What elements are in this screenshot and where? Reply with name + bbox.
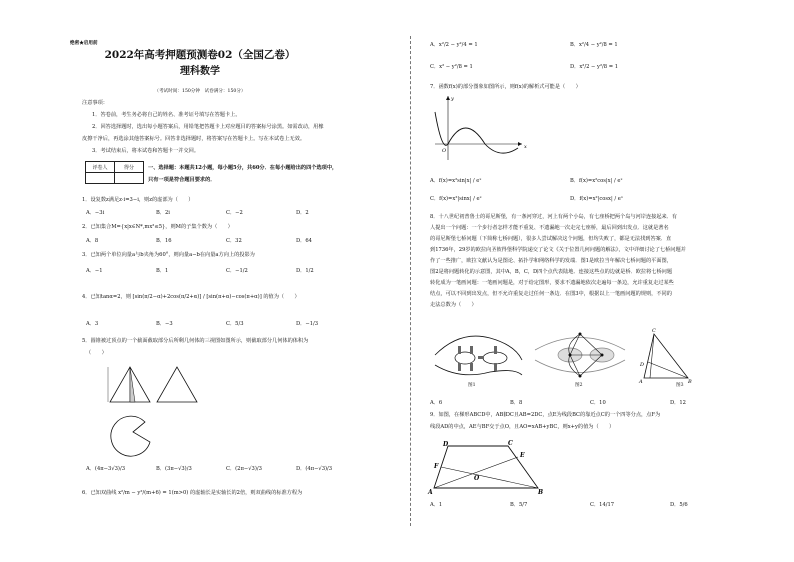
option: D．−1/3 (296, 321, 319, 327)
score-cell (86, 173, 115, 184)
option: A．x²/2 − y²/4 = 1 (430, 42, 478, 48)
question-8-line: 的哥尼斯堡七桥问题（下简称七桥问题），很多人尝试解决这个问题，但均失败了，都是无法找到答案．直 (430, 236, 672, 242)
figure-label: 图2 (575, 383, 583, 388)
trapezoid-figure (428, 440, 548, 495)
question-2: 2．已知集合M={x|x∈N*,mx²≤5}，则M的子集个数为（ ） (82, 224, 233, 230)
subject-title: 理科数学 (180, 66, 220, 77)
confidential-mark: 绝密★启用前 (70, 41, 98, 46)
question-8-line: 人提出一个问题：一个步行者怎样才能不重复、不遗漏地一次走完七座桥，最后回到出发点．这就是著名 (430, 225, 669, 231)
option: A．8 (86, 238, 99, 244)
option: A．3 (86, 321, 99, 327)
section-heading: 一、选择题：本题共12小题，每小题5分，共60分．在每小题给出的四个选项中， (148, 165, 338, 171)
option: D．64 (296, 238, 312, 244)
figure-label: 图3 (676, 383, 684, 388)
option: D．1/2 (296, 268, 314, 274)
note-item: 2．回答选择题时，选出每小题答案后，用铅笔把答题卡上对应题目的答案标号涂黑。如需改动，用橡 (92, 124, 324, 130)
note-item: 3．考试结束后，将本试卷和答题卡一并交回。 (92, 148, 200, 154)
option: D．x²/2 − y²/8 = 1 (570, 64, 619, 70)
question-8-line: 作了一些推广，欧拉文献认为是图论、拓扑学和网络科学的发端．图1是欧拉当年解决七桥问题的平面图， (430, 258, 672, 264)
column-divider (410, 36, 411, 526)
score-table-header: 评卷人 (86, 162, 115, 173)
svg-text:B: B (538, 489, 544, 496)
svg-text:C: C (652, 328, 656, 334)
option: D．f(x)=x²|cosx| / eˣ (570, 196, 624, 202)
figure-label: 图1 (468, 383, 476, 388)
option: C．5/3 (226, 321, 244, 327)
bridge-graph-figure-2 (530, 320, 630, 388)
svg-text:x: x (524, 144, 527, 150)
question-1: 1．设复数z满足z·i=3−i，则z的虚部为（ ） (82, 197, 194, 203)
note-item: 1．答卷前，考生务必将自己的姓名、准考证号填写在答题卡上。 (92, 112, 241, 118)
option: B．16 (156, 238, 172, 244)
svg-text:E: E (520, 452, 525, 459)
option: A．6 (430, 400, 443, 406)
question-8-line: 到1736年，29岁的欧拉向圣彼得堡科学院递交了论文《关于位置几何问题的解法》，文中详细讨论了七桥问题并 (430, 247, 686, 253)
option: B．5/7 (510, 502, 528, 508)
option: C．x² − y²/8 = 1 (430, 64, 473, 70)
option: D．2 (296, 210, 309, 216)
option: B．(3π−√3)/3 (156, 466, 192, 472)
option: C．(2π−√3)/3 (226, 466, 262, 472)
svg-text:F: F (434, 463, 439, 470)
option: A．−1 (86, 268, 103, 274)
option: B．1 (156, 268, 169, 274)
question-5-bracket: （ ） (86, 350, 107, 356)
function-graph (430, 92, 530, 164)
svg-text:y: y (451, 96, 454, 102)
side-view (157, 367, 197, 402)
option: D．5/6 (670, 502, 688, 508)
svg-text:A: A (428, 489, 433, 496)
svg-text:O: O (442, 148, 447, 154)
option: A．1 (430, 502, 443, 508)
function-curve (435, 112, 518, 153)
question-9-line: 线段AD的中点，AE与BF交于点O，且AO=xAB+yBC，则x+y的值为（ ） (430, 424, 615, 430)
svg-text:C: C (508, 440, 513, 447)
notes-heading: 注意事项： (82, 100, 108, 106)
option: C．32 (226, 238, 242, 244)
question-7: 7．函数f(x)的部分图象如图所示，则f(x)的解析式可能是（ ） (430, 84, 581, 90)
option: C．−2 (226, 210, 243, 216)
score-table-header: 得分 (115, 162, 144, 173)
score-table (85, 161, 144, 184)
top-view (111, 416, 150, 456)
option: B．f(x)=x²cos|x| / eˣ (570, 178, 623, 184)
section-heading: 只有一项是符合题目要求的． (148, 177, 216, 183)
question-9-line: 9．如图，在梯形ABCD中，AB∥DC且AB=2DC，点E为线段BC的靠近点C的一个四等分点，点F为 (430, 412, 661, 418)
option: C．10 (590, 400, 606, 406)
question-8-line: 走法总数为（ ） (430, 302, 477, 308)
option: B．8 (510, 400, 523, 406)
option: B．x²/4 − y²/8 = 1 (570, 42, 618, 48)
page-title: 2022年高考押题预测卷02（全国乙卷） (104, 49, 296, 61)
option: C．f(x)=x²|sinx| / eˣ (430, 196, 482, 202)
svg-text:A: A (639, 379, 643, 385)
option: A．−3i (86, 210, 105, 216)
svg-text:D: D (640, 362, 645, 368)
svg-text:D: D (443, 441, 449, 448)
question-3: 3．已知两个单位向量a与b夹角为60°，则向量a−b在向量a方向上的投影为 (82, 252, 255, 258)
question-6: 6．已知双曲线 x²/m − y²/(m+6) = 1(m>0) 的虚轴长是实轴长的2倍，则双曲线的标准方程为 (82, 490, 303, 496)
option: A．(4π−3√3)/3 (86, 466, 125, 472)
option: C．−1/2 (226, 268, 248, 274)
svg-text:O: O (474, 475, 480, 482)
triangle-figure-3 (638, 326, 693, 384)
exam-info: （考试时间：150分钟 试卷满分：150分） (154, 89, 246, 94)
bridge-map-figure-1 (430, 320, 525, 388)
option: D．12 (670, 400, 686, 406)
score-cell (115, 173, 144, 184)
question-8-line: 图2是将问题转化的示意图，其中A，B，C，D四个点代表陆地．连接这些点的边就是桥．欧拉将七桥问题 (430, 269, 673, 275)
question-8-line: 8．十八世纪初普鲁士的哥尼斯堡，有一条河穿过，河上有两个小岛，有七座桥把两个岛与河岸连接起来．有 (430, 214, 678, 220)
option: A．f(x)=x²sin|x| / eˣ (430, 178, 482, 184)
option: B．2i (156, 210, 170, 216)
question-4: 4．已知tanα=2，则 [sin(π/2−α)+2cos(π/2+α)] / [sin(π+α)−cos(π+α)] 的值为（ ） (82, 294, 300, 300)
svg-text:B: B (688, 379, 692, 385)
option: D．(4π−√3)/3 (296, 466, 333, 472)
question-8-line: 结点，可以不回到出发点，但不允许重复走过任何一条边．在图3中，根据以上一笔画问题的规则，不同的 (430, 291, 672, 297)
option: B．−3 (156, 321, 173, 327)
question-8-line: 转化成为一笔画问题：一笔画问题是，对于给定图形，要求不遗漏地依次走遍每一条边，允许重复走过某些 (430, 280, 674, 286)
note-item: 皮擦干净后，再选涂其他答案标号。回答非选择题时，将答案写在答题卡上。写在本试卷上无效。 (82, 136, 306, 142)
option: C．14/17 (590, 502, 615, 508)
question-5: 5．圆锥被过顶点的一个截面截取部分后所剩几何体的三视图如图所示，则截取部分几何体的体积为 (82, 338, 309, 344)
three-view-figure (105, 362, 225, 462)
